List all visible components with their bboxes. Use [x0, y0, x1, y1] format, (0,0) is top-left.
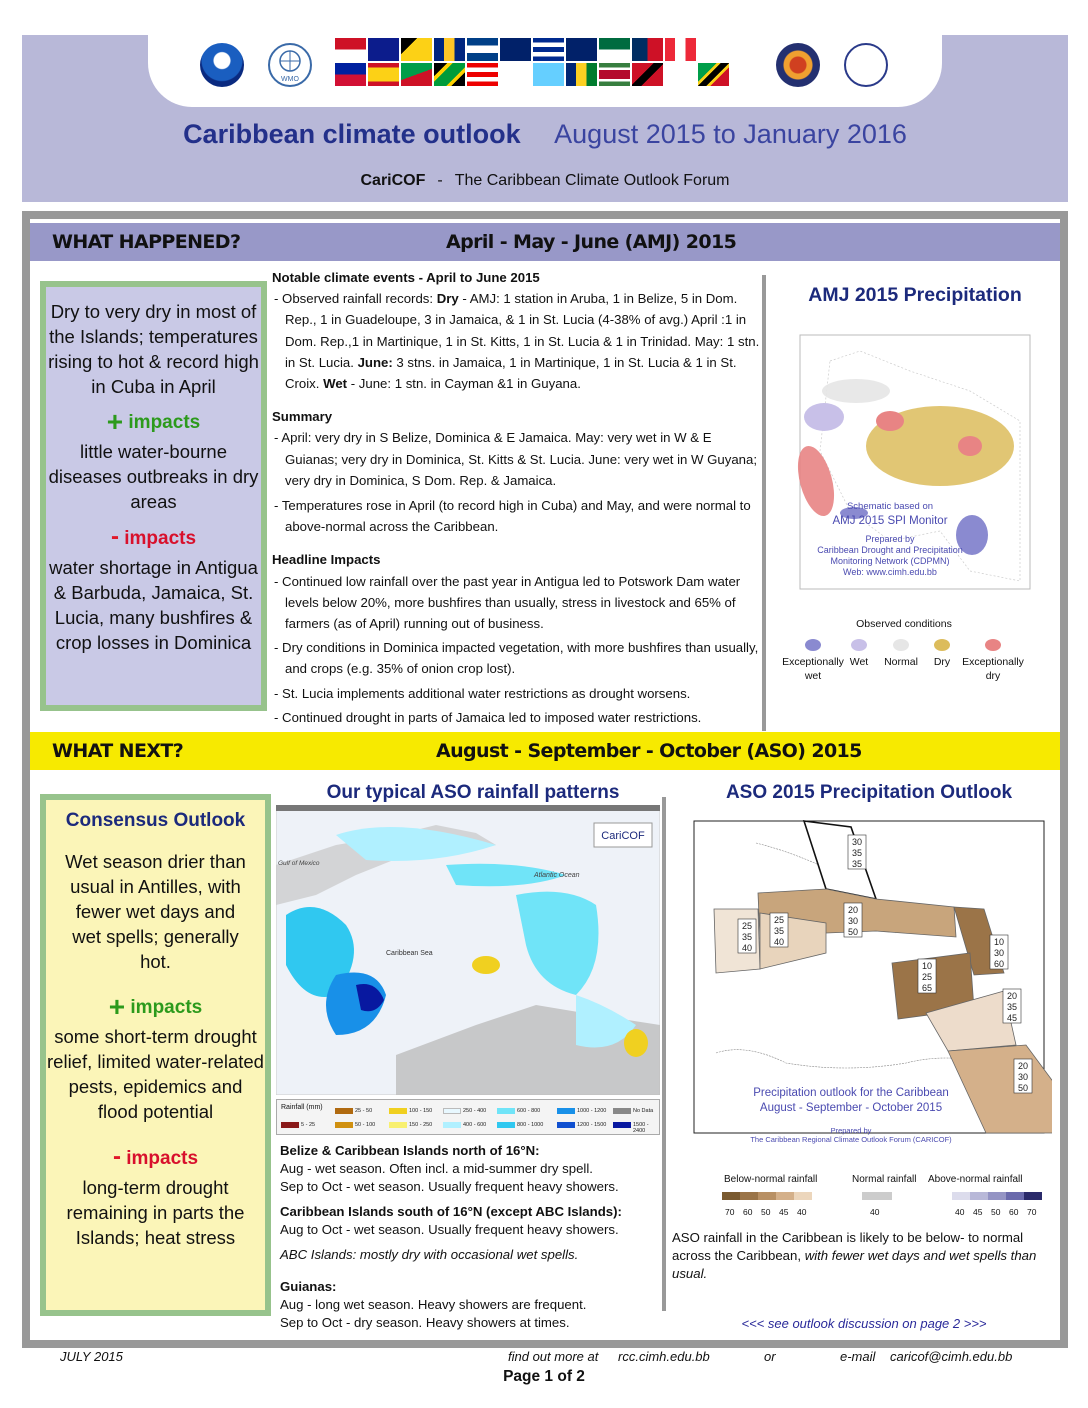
flag-icon [466, 37, 499, 62]
legend-swatch [988, 1192, 1006, 1200]
flag-icon [730, 37, 763, 62]
key-swatch [335, 1122, 353, 1128]
caricof-logo-text: CariCOF [601, 830, 645, 842]
prob-above: 65 [921, 983, 933, 993]
dry-label: Dry [436, 291, 459, 307]
legend-value: 70 [725, 1207, 735, 1217]
key-swatch [497, 1122, 515, 1128]
records-text: - June: 1 stn. in Cayman &1 in Guyana. [347, 376, 581, 392]
prob-above: 50 [1017, 1083, 1029, 1093]
map-caption: August - September - October 2015 [759, 1102, 943, 1114]
aso-outlook-map [686, 813, 1052, 1159]
prob-below: 30 [851, 837, 863, 847]
flag-icon [367, 62, 400, 87]
column-divider [762, 275, 766, 731]
positive-impacts-text: some short-term drought relief, limited water-related pests, epidemics and flood potential [47, 1026, 264, 1122]
legend-value: 45 [779, 1207, 789, 1217]
flag-icon [499, 62, 532, 87]
flag-icon [631, 37, 664, 62]
header-banner [22, 35, 1068, 202]
key-range: 400 - 600 [463, 1122, 487, 1128]
what-next-bar [30, 732, 1060, 770]
amj-precipitation-panel [770, 267, 1060, 723]
footer-email-link[interactable]: caricof@cimh.edu.bb [890, 1349, 1013, 1364]
legend-label: Normal [884, 656, 918, 668]
map-label-gulf: Gulf of Mexico [278, 860, 320, 867]
records-text: 3 stns. in Jamaica, 1 in Martinique, 1 in St. Lucia & 1 in St. Croix. [285, 354, 737, 392]
plus-icon: + [106, 406, 124, 437]
prob-above: 60 [993, 959, 1005, 969]
amj-precipitation-map [790, 331, 1040, 597]
flag-icon [433, 37, 466, 62]
key-swatch [281, 1122, 299, 1128]
legend-value: 70 [1027, 1207, 1037, 1217]
prob-normal: 30 [993, 948, 1005, 958]
region-line: Aug - long wet season. Heavy showers are frequent. [280, 1297, 587, 1312]
logo-strip [148, 35, 942, 107]
legend-swatch [970, 1192, 988, 1200]
what-happened-period: April - May - June (AMJ) 2015 [446, 231, 737, 253]
key-swatch [389, 1108, 407, 1114]
key-swatch [443, 1108, 461, 1114]
positive-impacts-label: impacts [128, 412, 201, 433]
prob-below: 25 [741, 921, 753, 931]
page-title: Caribbean climate outlook [183, 119, 521, 149]
legend-swatch [862, 1192, 892, 1200]
flag-icon [433, 62, 466, 87]
map-caption: Precipitation outlook for the Caribbean [753, 1087, 949, 1099]
impact-item: - St. Lucia implements additional water restrictions as drought worsens. [274, 685, 691, 701]
legend-value: 40 [797, 1207, 807, 1217]
legend-value: 60 [1009, 1207, 1019, 1217]
key-range: 600 - 800 [517, 1108, 541, 1114]
flag-icon [367, 37, 400, 62]
key-swatch [335, 1108, 353, 1114]
map-note: Caribbean Drought and Precipitation [817, 545, 963, 555]
key-range: 1200 - 1500 [577, 1122, 607, 1128]
flag-icon [499, 37, 532, 62]
prob-normal: 35 [851, 848, 863, 858]
summary-item: - Temperatures rose in April (to record high in Cuba) and May, and were normal to above-normal across the Caribbean. [274, 498, 751, 535]
region-line: Aug - wet season. Often incl. a mid-summer dry spell. [280, 1161, 593, 1176]
happened-summary-box [40, 281, 267, 711]
plus-icon: + [108, 991, 126, 1022]
consensus-title: Consensus Outlook [65, 810, 246, 831]
prob-below: 10 [993, 937, 1005, 947]
legend-value: 50 [761, 1207, 771, 1217]
legend-swatch [851, 639, 867, 651]
amj-title: AMJ 2015 Precipitation [808, 284, 1022, 306]
prob-below: 20 [1006, 991, 1018, 1001]
prob-normal: 35 [773, 926, 785, 936]
normal-area [822, 379, 890, 403]
footer-date: JULY 2015 [60, 1349, 123, 1364]
negative-impacts-text: long-term drought remaining in parts the Islands; heat stress [66, 1177, 245, 1248]
exceptionally-dry-area [958, 436, 982, 456]
positive-impacts-heading [46, 991, 265, 1022]
amj-legend [778, 639, 1040, 689]
map-note: Web: www.cimh.edu.bb [843, 567, 937, 577]
map-note: Prepared by [865, 534, 915, 544]
records-prefix: - Observed rainfall records: [274, 291, 437, 307]
key-swatch [443, 1122, 461, 1128]
map-label-atlantic: Atlantic Ocean [534, 872, 580, 879]
forum-acronym: CariCOF [360, 172, 426, 189]
prob-above: 40 [773, 937, 785, 947]
positive-impacts-text: little water-bourne diseases outbreaks in dry areas [48, 441, 259, 512]
exceptionally-dry-area [876, 411, 904, 431]
legend-label: Exceptionally dry [962, 656, 1024, 682]
legend-value: 40 [870, 1207, 880, 1217]
wmo-globe-icon [270, 45, 310, 85]
key-swatch [557, 1122, 575, 1128]
negative-impacts-heading [46, 524, 261, 551]
impact-item: - Continued drought in parts of Jamaica led to imposed water restrictions. [274, 709, 702, 725]
impact-item: - Continued low rainfall over the past year in Antigua led to Potswork Dam water levels below 20%, more bushfires than usually, stress in livestock and 65% of farmers (as of April) running out of business. [274, 573, 741, 632]
prob-normal: 35 [741, 932, 753, 942]
rainfall-records [272, 288, 762, 394]
footer-email-label: e-mail [840, 1349, 876, 1364]
summary-item: - April: very dry in S Belize, Dominica & E Jamaica. May: very wet in W & E Guianas; very dry in Dominica, St. Kitts & St. Lucia. June: very wet in W Guyana; very dry in Dominica, S Dom. Rep. & Jamaica. [274, 430, 758, 488]
key-swatch [497, 1108, 515, 1114]
key-range: 5 - 25 [301, 1122, 316, 1128]
legend-swatch [985, 639, 1001, 651]
positive-impacts-heading [46, 406, 261, 437]
negative-impacts-heading [46, 1144, 265, 1171]
legend-value: 60 [743, 1207, 753, 1217]
typical-patterns-title: Our typical ASO rainfall patterns [326, 782, 620, 803]
flag-icon [400, 37, 433, 62]
flag-icon [334, 62, 367, 87]
flag-icon [565, 62, 598, 87]
prob-below: 20 [1017, 1061, 1029, 1071]
region-line: Aug to Oct - wet season. Usually frequent heavy showers. [280, 1222, 619, 1237]
prob-above: 35 [851, 859, 863, 869]
prob-below: 10 [921, 961, 933, 971]
consensus-outlook-box [40, 794, 271, 1316]
legend-swatch [1006, 1192, 1024, 1200]
wmo-logo [268, 43, 312, 87]
key-swatch [613, 1108, 631, 1114]
rainfall-key-label: Rainfall (mm) [281, 1104, 323, 1111]
aso-outlook-title: ASO 2015 Precipitation Outlook [725, 782, 1013, 803]
partner-logo-seal [844, 43, 888, 87]
flag-icon [400, 62, 433, 87]
key-range: 1000 - 1200 [577, 1108, 607, 1114]
key-range: No Data [633, 1108, 654, 1114]
wet-area [804, 403, 844, 431]
main-content [30, 219, 1060, 1340]
negative-impacts-label: impacts [124, 528, 197, 549]
key-range: 150 - 250 [409, 1122, 433, 1128]
flag-icon [334, 37, 367, 62]
key-swatch [557, 1108, 575, 1114]
flag-icon [631, 62, 664, 87]
forum-subtitle [22, 172, 1068, 190]
flag-icon [664, 37, 697, 62]
records-text: - AMJ: 1 station in Aruba, 1 in Belize, 5 in Dom. Rep., 1 in Guadeloupe, 3 in Jamaica, & 1 in St. Lucia (4-38% of avg.) April :1 in Dom. Rep.,1 in Martinique, 1 in St. Kitts, 1 in St. Lucia & 1 in Trinidad. May: 1 stn. in St. Lucia. [285, 291, 760, 370]
prob-above: 50 [847, 927, 859, 937]
legend-item [958, 639, 1028, 683]
legend-swatch [740, 1192, 758, 1200]
forum-name: The Caribbean Climate Outlook Forum [454, 172, 730, 189]
map-caption: Prepared by [830, 1126, 872, 1135]
key-range: 100 - 150 [409, 1108, 433, 1114]
region-heading: Guianas: [280, 1279, 337, 1294]
key-swatch [613, 1122, 631, 1128]
footer-or: or [764, 1349, 776, 1364]
key-range: 250 - 400 [463, 1108, 487, 1114]
main-frame [22, 211, 1068, 1348]
key-range: 1500 - 2400 [633, 1122, 649, 1134]
region-heading: Belize & Caribbean Islands north of 16°N: [280, 1143, 540, 1158]
page-number: Page 1 of 2 [503, 1368, 585, 1385]
what-happened-bar [30, 223, 1060, 261]
above-normal-label: Above-normal rainfall [928, 1174, 1023, 1185]
aso-legend [716, 1174, 1036, 1222]
june-label: June: [357, 354, 393, 370]
legend-swatch [934, 639, 950, 651]
legend-swatch [952, 1192, 970, 1200]
flag-icon [697, 37, 730, 62]
legend-label: Wet [849, 656, 869, 668]
page-title-row [22, 119, 1068, 150]
below-normal-label: Below-normal rainfall [724, 1174, 818, 1185]
what-happened-label: WHAT HAPPENED? [52, 231, 241, 253]
region-line: Sep to Oct - wet season. Usually frequent heavy showers. [280, 1179, 619, 1194]
prob-normal: 30 [847, 916, 859, 926]
what-next-label: WHAT NEXT? [52, 740, 184, 762]
notable-heading: Notable climate events - April to June 2015 [272, 270, 540, 285]
legend-value: 40 [955, 1207, 965, 1217]
summary-heading: Summary [272, 409, 333, 425]
positive-impacts-label: impacts [130, 997, 203, 1018]
flag-icon [565, 37, 598, 62]
legend-label: Exceptionally wet [782, 656, 844, 682]
member-flags [334, 37, 764, 87]
prob-normal: 35 [1006, 1002, 1018, 1012]
prob-above: 45 [1006, 1013, 1018, 1023]
key-swatch [389, 1122, 407, 1128]
noaa-logo [200, 43, 244, 87]
flag-icon [466, 62, 499, 87]
flag-icon [598, 37, 631, 62]
key-range: 50 - 100 [355, 1122, 376, 1128]
legend-label: Dry [933, 656, 951, 668]
map-note: Schematic based on [846, 501, 934, 512]
typical-rainfall-map [276, 805, 660, 1095]
wet-label: Wet [323, 376, 348, 392]
legend-value: 45 [973, 1207, 983, 1217]
flag-icon [532, 62, 565, 87]
normal-label: Normal rainfall [852, 1174, 917, 1185]
flag-icon [697, 62, 730, 87]
what-next-period: August - September - October (ASO) 2015 [436, 740, 862, 762]
legend-swatch [776, 1192, 794, 1200]
observed-conditions-title: Observed conditions [856, 618, 952, 630]
wmo-logo-text: WMO [281, 76, 299, 83]
footer-website-link[interactable]: rcc.cimh.edu.bb [618, 1349, 710, 1364]
partner-logo-compass [776, 43, 820, 87]
impact-item: - Dry conditions in Dominica impacted vegetation, with more bushfires than usually, and crops (e.g. 35% of onion crop lost). [274, 640, 759, 677]
outlook-discussion-link[interactable]: <<< see outlook discussion on page 2 >>> [741, 1316, 987, 1331]
negative-impacts-label: impacts [126, 1148, 199, 1169]
legend-swatch [722, 1192, 740, 1200]
region-line: Sep to Oct - dry season. Heavy showers at times. [280, 1315, 570, 1330]
legend-swatch [805, 639, 821, 651]
legend-swatch [1024, 1192, 1042, 1200]
map-note: Monitoring Network (CDPMN) [830, 556, 950, 566]
minus-icon: - [112, 1143, 121, 1170]
rainfall-key [276, 1099, 660, 1135]
aso-outlook-text [672, 1229, 1056, 1283]
consensus-headline: Wet season drier than usual in Antilles, with fewer wet days and wet spells; generally hot. [65, 851, 246, 972]
map-note: AMJ 2015 SPI Monitor [832, 515, 948, 527]
outlook-period: August 2015 to January 2016 [554, 119, 907, 149]
region-heading: Caribbean Islands south of 16°N (except ABC Islands): [280, 1204, 622, 1219]
prob-normal: 25 [921, 972, 933, 982]
legend-swatch [794, 1192, 812, 1200]
notable-events-column [272, 267, 762, 728]
key-range: 800 - 1000 [517, 1122, 544, 1128]
minus-icon: - [110, 523, 119, 550]
abc-islands-note: ABC Islands: mostly dry with occasional wet spells. [280, 1247, 579, 1262]
aso-text-italic: with fewer wet days and wet spells than usual. [672, 1248, 1037, 1281]
subtitle-separator: - [437, 172, 443, 189]
map-caption: The Caribbean Regional Climate Outlook Forum (CARICOF) [750, 1135, 952, 1144]
flag-icon [664, 62, 697, 87]
map-label-caribbean: Caribbean Sea [386, 950, 433, 957]
footer-find-label: find out more at [508, 1349, 599, 1364]
key-range: 25 - 50 [355, 1108, 373, 1114]
prob-below: 25 [773, 915, 785, 925]
negative-impacts-text: water shortage in Antigua & Barbuda, Jamaica, St. Lucia, many bushfires & crop losses in Dominica [49, 557, 258, 653]
flag-icon [532, 37, 565, 62]
regional-patterns-text [280, 1142, 670, 1332]
column-divider [662, 797, 666, 1311]
legend-value: 50 [991, 1207, 1001, 1217]
prob-below: 20 [847, 905, 859, 915]
aso-text-plain: ASO rainfall in the Caribbean is likely to be below- to normal across the Caribbean, [672, 1230, 1024, 1263]
legend-swatch [758, 1192, 776, 1200]
impacts-heading: Headline Impacts [272, 552, 381, 568]
prob-normal: 30 [1017, 1072, 1029, 1082]
flag-icon [730, 62, 763, 87]
flag-icon [598, 62, 631, 87]
prob-above: 40 [741, 943, 753, 953]
happened-headline: Dry to very dry in most of the Islands; temperatures rising to hot & record high in Cuba in April [48, 301, 259, 397]
